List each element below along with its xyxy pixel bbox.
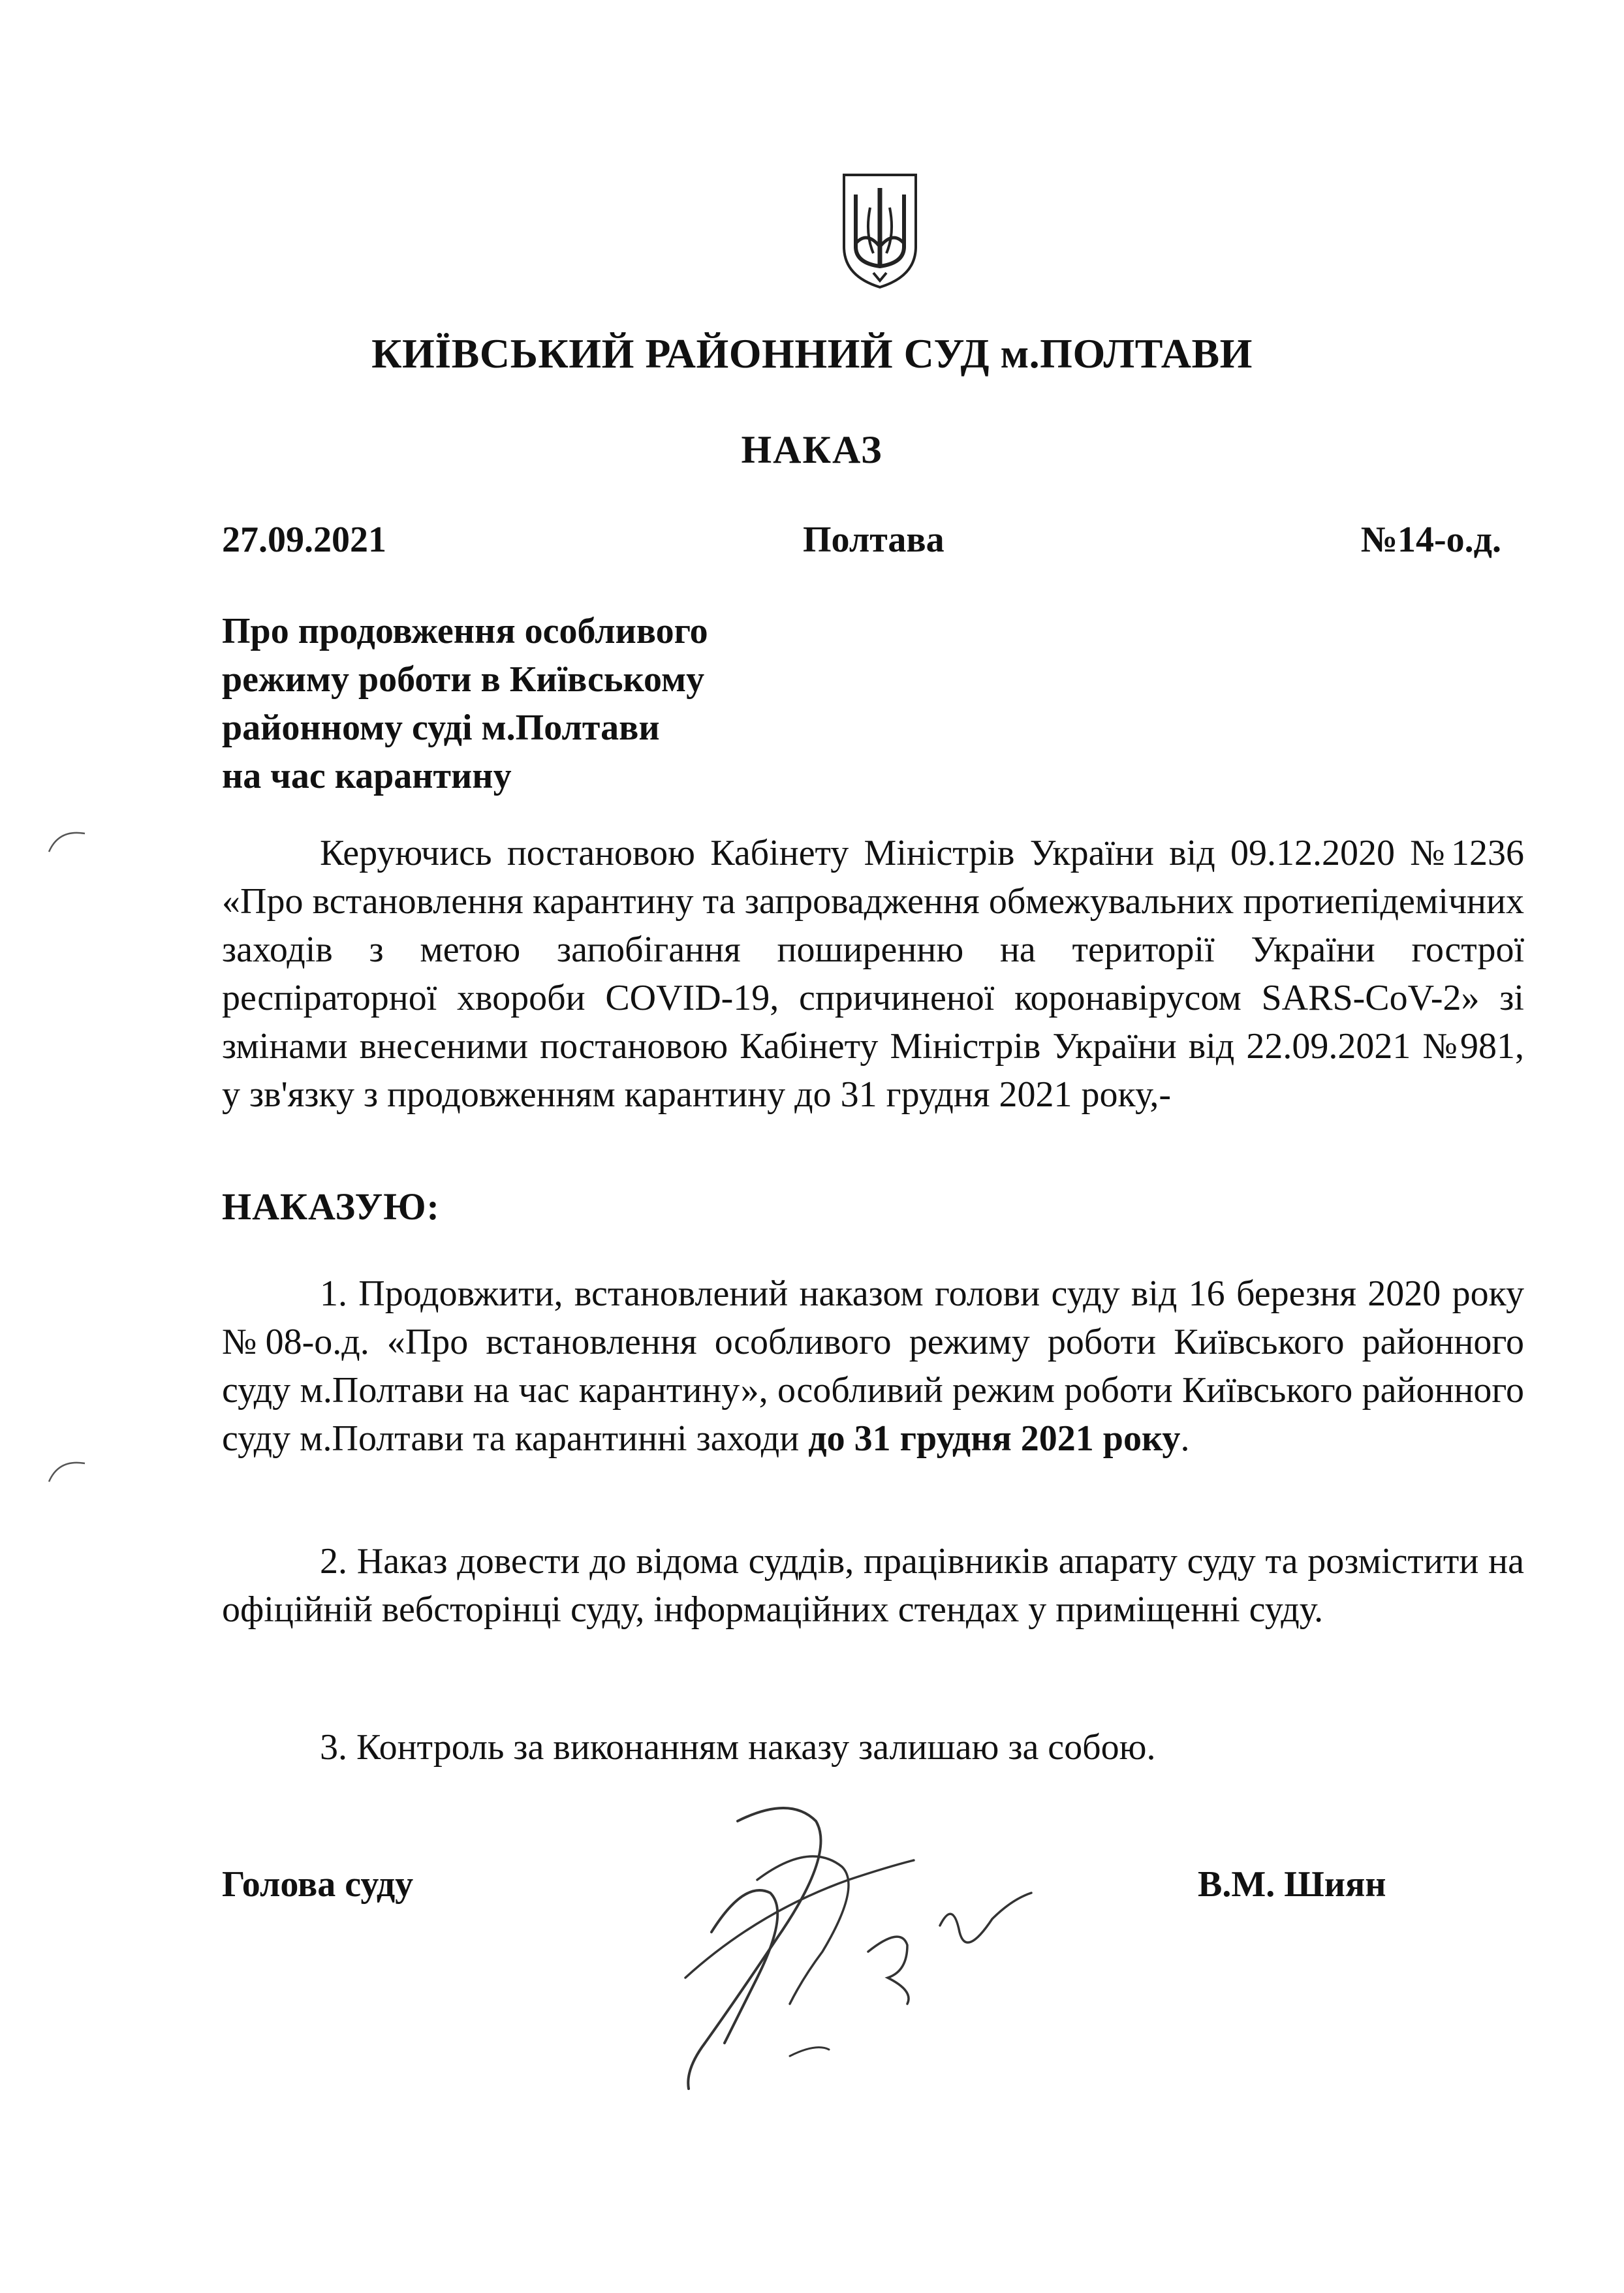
subject-line: режиму роботи в Київському	[222, 659, 705, 700]
preamble-paragraph: Керуючись постановою Кабінету Міністрів України від 09.12.2020 №1236 «Про встановлення карантину та запровадження обмежувальних протиепідемічних заходів з метою запобігання поширенню на території України гострої респіраторної хвороби COVID-19, спричиненої коронавірусом SARS-CoV-2» зі змінами внесеними постановою Кабінету Міністрів України від 22.09.2021 №981, у зв'язку з продовженням карантину до 31 грудня 2021 року,-	[222, 833, 1524, 1115]
order-item-1	[222, 1270, 1524, 1463]
document-city: Полтава	[803, 520, 945, 560]
signatory-title: Голова суду	[222, 1864, 414, 1905]
subject-line: на час карантину	[222, 756, 512, 796]
document-number: №14-о.д.	[1360, 520, 1501, 560]
punch-hole-mark-icon	[46, 826, 91, 858]
order-item-tail: .	[1180, 1418, 1190, 1459]
court-name: КИЇВСЬКИЙ РАЙОННИЙ СУД м.ПОЛТАВИ	[371, 330, 1253, 377]
signatory-name: В.М. Шиян	[1198, 1864, 1386, 1905]
document-type: НАКАЗ	[741, 428, 883, 471]
document-meta	[222, 519, 1501, 571]
order-item-3: 3. Контроль за виконанням наказу залишаю за собою.	[320, 1727, 1156, 1768]
document-subject	[222, 607, 940, 800]
order-item-2: 2. Наказ довести до відома суддів, працівників апарату суду та розмістити на офіційній вебсторінці суду, інформаційних стендах у приміщенні суду.	[222, 1541, 1524, 1630]
handwritten-signature-icon	[627, 1782, 1097, 2121]
tryzub-icon	[837, 168, 922, 292]
order-item-deadline: до 31 грудня 2021 року	[808, 1418, 1181, 1459]
document-date: 27.09.2021	[222, 520, 386, 560]
subject-line: районному суді м.Полтави	[222, 708, 660, 748]
subject-line: Про продовження особливого	[222, 611, 708, 651]
punch-hole-mark-icon	[46, 1456, 91, 1488]
order-heading: НАКАЗУЮ:	[222, 1185, 440, 1228]
order-item-text: 1. Продовжити, встановлений наказом голови суду від 16 березня 2020 року №08-о.д. «Про встановлення особливого режиму роботи Київського районного суду м.Полтави на час карантину», особливий режим роботи Київського районного суду м.Полтави та карантинні заходи	[222, 1273, 1524, 1459]
